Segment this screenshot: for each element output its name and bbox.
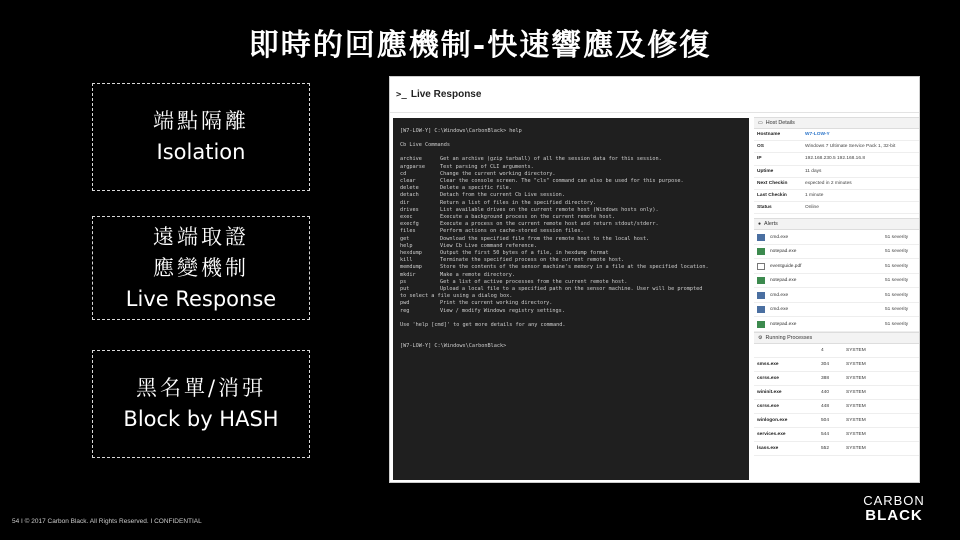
host-detail-value: Online xyxy=(805,205,819,211)
process-name: wininit.exe xyxy=(757,389,782,395)
process-user: SYSTEM xyxy=(846,431,866,437)
alert-severity: 51 severity xyxy=(885,321,909,327)
command-row xyxy=(400,257,742,264)
process-user: SYSTEM xyxy=(846,417,866,423)
host-detail-row xyxy=(754,141,920,153)
alert-severity: 51 severity xyxy=(885,249,909,255)
command-row xyxy=(400,250,742,257)
alert-row[interactable] xyxy=(754,288,920,303)
slide-title: 即時的回應機制-快速響應及修復 xyxy=(248,28,712,63)
process-name: winlogon.exe xyxy=(757,417,788,423)
process-row[interactable] xyxy=(754,428,920,442)
command-row xyxy=(400,308,742,315)
host-detail-value: 192.168.230.5 192.168.16.8 xyxy=(805,156,866,162)
host-detail-key: Last Checkin xyxy=(757,193,787,199)
process-row[interactable] xyxy=(754,414,920,428)
alert-file-name: notepad.exe xyxy=(770,249,797,255)
file-icon xyxy=(757,277,765,284)
alerts-title: Alerts xyxy=(764,221,778,228)
command-row xyxy=(400,300,742,307)
terminal-icon: >_ xyxy=(396,89,407,100)
process-user: SYSTEM xyxy=(846,403,866,409)
process-user: SYSTEM xyxy=(846,361,866,367)
alert-severity: 51 severity xyxy=(885,278,909,284)
command-description: Terminate the specified process on the current remote host. xyxy=(440,257,625,264)
command-row xyxy=(400,236,742,243)
live-response-label-zh-2: 應變機制 xyxy=(153,255,249,280)
command-name: detach xyxy=(400,192,419,199)
terminal-console[interactable] xyxy=(393,118,749,480)
command-description: Change the current working directory. xyxy=(440,170,556,177)
live-response-box xyxy=(92,216,310,320)
command-row xyxy=(400,178,742,185)
process-pid: 388 xyxy=(821,375,830,381)
command-name: kill xyxy=(400,257,413,264)
alert-file-name: cmd.exe xyxy=(770,307,789,313)
command-description: Print the current working directory. xyxy=(440,300,553,307)
process-pid: 552 xyxy=(821,445,830,451)
command-row xyxy=(400,279,742,286)
process-name: lsass.exe xyxy=(757,445,779,451)
host-detail-row xyxy=(754,166,920,178)
alert-file-name: cmd.exe xyxy=(770,292,789,298)
host-detail-value[interactable]: W7-LOW-Y xyxy=(805,132,830,138)
command-name: exec xyxy=(400,214,413,221)
process-pid: 448 xyxy=(821,403,830,409)
command-description: Detach from the current Cb Live session. xyxy=(440,192,565,199)
blacklist-box xyxy=(92,350,310,458)
process-pid: 544 xyxy=(821,431,830,437)
command-name: memdump xyxy=(400,264,422,271)
alert-severity: 51 severity xyxy=(885,263,909,269)
host-detail-row xyxy=(754,178,920,190)
isolation-label-zh: 端點隔離 xyxy=(153,109,249,133)
command-description: View / modify Windows registry settings. xyxy=(440,307,565,314)
alert-file-name: notepad.exe xyxy=(770,278,797,284)
command-row xyxy=(400,286,742,293)
command-description: View Cb Live command reference. xyxy=(440,242,537,249)
process-name: csrss.exe xyxy=(757,375,779,381)
command-row xyxy=(400,272,742,279)
terminal-help-hint: Use 'help [cmd]' to get more details for any command. xyxy=(400,321,566,328)
terminal-final-prompt: [W7-LOW-Y] C:\Windows\CarbonBlack> xyxy=(400,343,507,350)
command-row xyxy=(400,264,742,271)
file-icon xyxy=(757,292,765,299)
file-icon xyxy=(757,321,765,328)
command-row xyxy=(400,243,742,250)
isolation-label-en: Isolation xyxy=(156,140,246,164)
command-name: argparse xyxy=(400,163,425,170)
command-row xyxy=(400,185,742,192)
command-name: drives xyxy=(400,206,419,213)
alerts-list xyxy=(754,230,920,332)
process-row[interactable] xyxy=(754,344,920,358)
live-response-title: Live Response xyxy=(410,89,482,100)
side-panel xyxy=(754,117,920,483)
host-detail-key: IP xyxy=(757,156,762,162)
command-description: Clear the console screen. The "cls" command can also be used for this purpose. xyxy=(440,178,684,185)
command-list xyxy=(400,156,742,293)
process-name: smss.exe xyxy=(757,361,779,367)
command-description: Download the specified file from the remote host to the local host. xyxy=(440,235,650,242)
alert-severity: 51 severity xyxy=(885,234,909,240)
footer-text: 54 I © 2017 Carbon Black. All Rights Reserved. I CONFIDENTIAL xyxy=(12,518,202,525)
command-description: Store the contents of the sensor machine's memory in a file at the specified location. xyxy=(440,264,709,271)
command-name: archive xyxy=(400,156,422,163)
command-row xyxy=(400,207,742,214)
command-name: pwd xyxy=(400,300,410,307)
processes-table xyxy=(754,344,920,456)
command-name: clear xyxy=(400,178,416,185)
live-response-screenshot xyxy=(389,76,920,483)
blacklist-label-zh: 黑名單/消弭 xyxy=(135,376,267,400)
host-detail-value: 11 days xyxy=(805,168,822,174)
command-description: Test parsing of CLI arguments. xyxy=(440,163,534,170)
host-detail-key: Next Checkin xyxy=(757,180,788,186)
command-name: cd xyxy=(400,170,407,177)
live-response-label-zh-1: 遠端取證 xyxy=(153,224,249,249)
command-description: Make a remote directory. xyxy=(440,271,515,278)
logo-line-2: BLACK xyxy=(865,507,923,524)
alert-row[interactable] xyxy=(754,230,920,245)
process-row[interactable] xyxy=(754,400,920,414)
file-icon xyxy=(757,248,765,255)
monitor-icon: ▭ xyxy=(758,120,763,126)
command-description: Return a list of files in the specified directory. xyxy=(440,199,597,206)
terminal-wrap-line: to select a file using a dialog box. xyxy=(400,293,513,300)
host-detail-value: expected in 2 minutes xyxy=(805,180,852,186)
host-details-header xyxy=(754,117,920,129)
host-detail-row xyxy=(754,129,920,141)
logo-line-1: CARBON xyxy=(863,493,925,508)
alert-row[interactable] xyxy=(754,245,920,260)
process-pid: 440 xyxy=(821,389,830,395)
host-detail-row xyxy=(754,202,920,214)
command-description: List available drives on the current remote host (Windows hosts only). xyxy=(440,206,659,213)
host-detail-key: Hostname xyxy=(757,132,781,138)
process-pid: 504 xyxy=(821,417,830,423)
host-detail-key: Status xyxy=(757,205,772,211)
alert-icon: ● xyxy=(758,221,762,228)
alert-row[interactable] xyxy=(754,274,920,289)
command-name: mkdir xyxy=(400,271,416,278)
alert-severity: 51 severity xyxy=(885,307,909,313)
process-name: csrss.exe xyxy=(757,403,779,409)
file-icon xyxy=(757,263,765,270)
command-name: delete xyxy=(400,185,419,192)
alert-file-name: cmd.exe xyxy=(770,234,789,240)
command-description: Upload a local file to a specified path on the sensor machine. User will be prompted xyxy=(440,286,703,293)
isolation-box xyxy=(92,83,310,191)
command-name: files xyxy=(400,228,416,235)
alert-row[interactable] xyxy=(754,259,920,274)
alert-file-name: notepad.exe xyxy=(770,321,797,327)
command-name: ps xyxy=(400,278,407,285)
process-name: services.exe xyxy=(757,431,786,437)
alert-severity: 51 severity xyxy=(885,292,909,298)
command-row xyxy=(400,200,742,207)
terminal-prompt-line: [W7-LOW-Y] C:\Windows\CarbonBlack> help xyxy=(400,128,522,134)
command-row xyxy=(400,192,742,199)
command-row xyxy=(400,156,742,163)
command-description: Delete a specific file. xyxy=(440,185,512,192)
process-row[interactable] xyxy=(754,358,920,372)
process-user: SYSTEM xyxy=(846,375,866,381)
command-name: help xyxy=(400,242,413,249)
host-detail-value: 1 minute xyxy=(805,193,824,199)
command-name: dir xyxy=(400,199,410,206)
host-details-title: Host Details xyxy=(765,120,795,126)
process-pid: 304 xyxy=(821,361,830,367)
host-details-table xyxy=(754,129,920,214)
process-user: SYSTEM xyxy=(846,389,866,395)
command-row xyxy=(400,228,742,235)
command-row xyxy=(400,164,742,171)
processes-header xyxy=(754,332,920,344)
file-icon xyxy=(757,234,765,241)
command-name: put xyxy=(400,286,410,293)
host-detail-value: Windows 7 Ultimate Service Pack 1, 32-bit xyxy=(805,144,896,150)
command-description: Get an archive (gzip tarball) of all the session data for this session. xyxy=(440,156,662,163)
process-user: SYSTEM xyxy=(846,347,866,353)
processes-title: Running Processes xyxy=(765,334,813,341)
alert-row[interactable] xyxy=(754,317,920,332)
command-description: Output the first 50 bytes of a file, in hexdump format xyxy=(440,250,609,257)
command-row xyxy=(400,221,742,228)
command-row xyxy=(400,214,742,221)
alert-file-name: eventguide.pdf xyxy=(770,263,802,269)
command-description: Perform actions on cache-stored session files. xyxy=(440,228,584,235)
command-description: Get a list of active processes from the current remote host. xyxy=(440,278,628,285)
process-user: SYSTEM xyxy=(846,445,866,451)
process-row[interactable] xyxy=(754,442,920,456)
command-name: get xyxy=(400,235,410,242)
command-description: Execute a process on the current remote host and return stdout/stderr. xyxy=(440,221,659,228)
host-detail-row xyxy=(754,190,920,202)
file-icon xyxy=(757,306,765,313)
live-response-label-en: Live Response xyxy=(125,286,277,311)
alerts-header xyxy=(754,218,920,230)
gears-icon: ⚙ xyxy=(758,334,763,341)
command-description: Execute a background process on the current remote host. xyxy=(440,214,615,221)
host-detail-key: Uptime xyxy=(757,168,774,174)
live-response-header xyxy=(390,77,919,113)
command-list-tail xyxy=(400,300,742,314)
command-row xyxy=(400,171,742,178)
process-pid: 4 xyxy=(821,347,824,353)
process-row[interactable] xyxy=(754,372,920,386)
command-name: hexdump xyxy=(400,250,422,257)
host-detail-row xyxy=(754,153,920,165)
carbon-black-logo xyxy=(848,494,940,523)
command-name: execfg xyxy=(400,221,419,228)
command-name: reg xyxy=(400,307,410,314)
host-detail-key: OS xyxy=(757,144,764,150)
blacklist-label-en: Block by HASH xyxy=(123,407,279,431)
alert-row[interactable] xyxy=(754,303,920,318)
terminal-section-title: Cb Live Commands xyxy=(400,142,450,149)
process-row[interactable] xyxy=(754,386,920,400)
